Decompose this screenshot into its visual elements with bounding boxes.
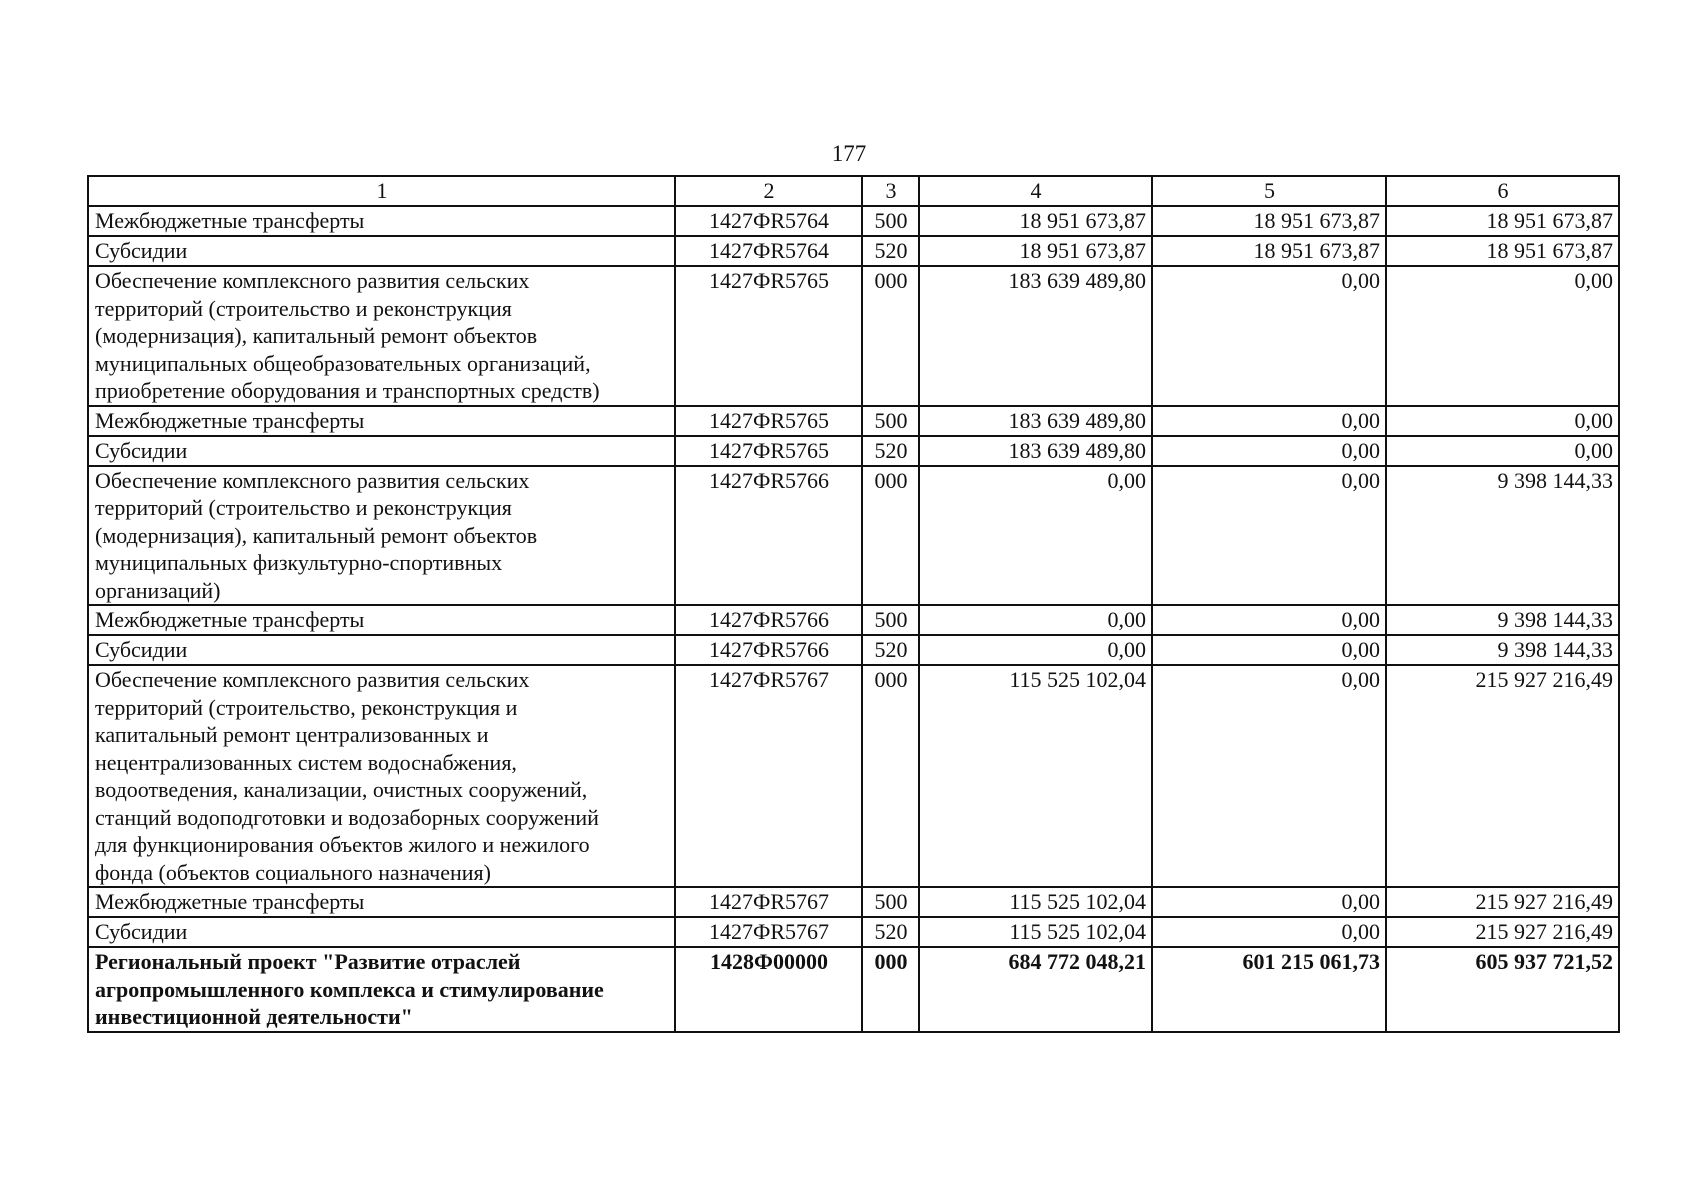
table-row: [88, 236, 1619, 266]
row-expense-type: 500: [862, 406, 919, 436]
row-expense-type: 000: [862, 947, 919, 1032]
row-value-5: 18 951 673,87: [1152, 206, 1386, 236]
header-cell-3: 3: [862, 176, 919, 206]
row-name: Субсидии: [88, 917, 675, 947]
row-name: Межбюджетные трансферты: [88, 206, 675, 236]
row-name-line: для функционирования объектов жилого и нежилого: [95, 832, 590, 857]
row-name-line: Обеспечение комплексного развития сельских: [95, 467, 530, 493]
row-name-line: приобретение оборудования и транспортных средств): [95, 378, 600, 403]
row-code: 1427ФR5765: [675, 436, 862, 466]
row-value-4: 0,00: [919, 466, 1152, 606]
table-row: [88, 466, 1619, 606]
header-cell-4: 4: [919, 176, 1152, 206]
row-code: 1427ФR5767: [675, 917, 862, 947]
row-name-line: территорий (строительство и реконструкция: [95, 495, 512, 520]
table-row: [88, 266, 1619, 406]
table-row: [88, 887, 1619, 917]
row-name-line: капитальный ремонт централизованных и: [95, 722, 489, 747]
row-value-6: 9 398 144,33: [1386, 605, 1619, 635]
header-cell-2: 2: [675, 176, 862, 206]
row-value-5: 0,00: [1152, 466, 1386, 606]
row-name: [88, 947, 675, 1032]
row-name: Субсидии: [88, 236, 675, 266]
row-name-line: территорий (строительство, реконструкция и: [95, 694, 518, 720]
row-expense-type: 520: [862, 436, 919, 466]
row-value-4: 115 525 102,04: [919, 917, 1152, 947]
row-code: 1427ФR5764: [675, 206, 862, 236]
row-name-line: Региональный проект "Развитие отраслей: [95, 949, 521, 974]
row-value-5: 0,00: [1152, 917, 1386, 947]
table-row: [88, 917, 1619, 947]
row-name-line: территорий (строительство и реконструкция: [95, 295, 512, 321]
row-name-line: станций водоподготовки и водозаборных сооружений: [95, 804, 599, 830]
row-expense-type: 520: [862, 236, 919, 266]
header-cell-1: 1: [88, 176, 675, 206]
row-value-4: 183 639 489,80: [919, 436, 1152, 466]
row-name-line: муниципальных физкультурно-спортивных: [95, 550, 503, 575]
row-value-5: 0,00: [1152, 605, 1386, 635]
row-expense-type: 000: [862, 466, 919, 606]
row-name-line: нецентрализованных систем водоснабжения,: [95, 749, 517, 775]
row-value-4: 684 772 048,21: [919, 947, 1152, 1032]
row-name-line: инвестиционной деятельности": [95, 1004, 413, 1029]
table-row: [88, 206, 1619, 236]
row-name: Межбюджетные трансферты: [88, 605, 675, 635]
row-expense-type: 500: [862, 206, 919, 236]
row-value-4: 18 951 673,87: [919, 206, 1152, 236]
row-name: Субсидии: [88, 436, 675, 466]
row-expense-type: 520: [862, 635, 919, 665]
row-name-line: Обеспечение комплексного развития сельских: [95, 268, 530, 293]
row-value-5: 0,00: [1152, 887, 1386, 917]
row-name: Межбюджетные трансферты: [88, 887, 675, 917]
row-value-6: 215 927 216,49: [1386, 887, 1619, 917]
table-row: [88, 635, 1619, 665]
page-number: 177: [831, 141, 867, 166]
row-code: 1428Ф00000: [675, 947, 862, 1032]
row-expense-type: 000: [862, 665, 919, 887]
table-row: [88, 605, 1619, 635]
header-cell-5: 5: [1152, 176, 1386, 206]
row-value-5: 0,00: [1152, 406, 1386, 436]
table-row: [88, 406, 1619, 436]
row-name-line: (модернизация), капитальный ремонт объектов: [95, 522, 538, 548]
row-name-line: Обеспечение комплексного развития сельских: [95, 667, 530, 692]
row-name-line: агропромышленного комплекса и стимулирование: [95, 976, 604, 1002]
row-code: 1427ФR5767: [675, 887, 862, 917]
row-value-4: 115 525 102,04: [919, 887, 1152, 917]
row-value-6: 0,00: [1386, 406, 1619, 436]
row-code: 1427ФR5765: [675, 266, 862, 406]
row-name: [88, 665, 675, 887]
row-value-5: 0,00: [1152, 635, 1386, 665]
row-value-6: 18 951 673,87: [1386, 206, 1619, 236]
row-expense-type: 520: [862, 917, 919, 947]
row-value-4: 0,00: [919, 605, 1152, 635]
row-value-6: 0,00: [1386, 266, 1619, 406]
row-value-4: 115 525 102,04: [919, 665, 1152, 887]
row-name-line: муниципальных общеобразовательных организаций,: [95, 350, 591, 376]
row-name-line: фонда (объектов социального назначения): [95, 859, 491, 885]
row-code: 1427ФR5764: [675, 236, 862, 266]
row-value-4: 0,00: [919, 635, 1152, 665]
row-value-4: 18 951 673,87: [919, 236, 1152, 266]
row-name-line: водоотведения, канализации, очистных сооружений,: [95, 777, 588, 802]
row-code: 1427ФR5766: [675, 635, 862, 665]
row-value-6: 0,00: [1386, 436, 1619, 466]
row-value-5: 18 951 673,87: [1152, 236, 1386, 266]
row-value-6: 18 951 673,87: [1386, 236, 1619, 266]
row-value-5: 0,00: [1152, 436, 1386, 466]
table-row: [88, 665, 1619, 887]
row-value-4: 183 639 489,80: [919, 266, 1152, 406]
row-expense-type: 000: [862, 266, 919, 406]
table-row-project-total: [88, 947, 1619, 1032]
row-name: Субсидии: [88, 635, 675, 665]
row-value-6: 9 398 144,33: [1386, 466, 1619, 606]
row-value-6: 215 927 216,49: [1386, 665, 1619, 887]
row-value-6: 605 937 721,52: [1386, 947, 1619, 1032]
row-code: 1427ФR5766: [675, 605, 862, 635]
row-code: 1427ФR5766: [675, 466, 862, 606]
row-value-5: 0,00: [1152, 266, 1386, 406]
row-code: 1427ФR5765: [675, 406, 862, 436]
row-name: [88, 466, 675, 606]
row-value-5: 0,00: [1152, 665, 1386, 887]
row-name: Межбюджетные трансферты: [88, 406, 675, 436]
row-value-6: 215 927 216,49: [1386, 917, 1619, 947]
row-value-5: 601 215 061,73: [1152, 947, 1386, 1032]
budget-table: [87, 175, 1620, 1033]
row-expense-type: 500: [862, 605, 919, 635]
row-value-6: 9 398 144,33: [1386, 635, 1619, 665]
row-name: [88, 266, 675, 406]
header-row: [88, 176, 1619, 206]
row-code: 1427ФR5767: [675, 665, 862, 887]
row-expense-type: 500: [862, 887, 919, 917]
row-name-line: (модернизация), капитальный ремонт объектов: [95, 323, 538, 348]
table-row: [88, 436, 1619, 466]
row-value-4: 183 639 489,80: [919, 406, 1152, 436]
row-name-line: организаций): [95, 577, 221, 603]
header-cell-6: 6: [1386, 176, 1619, 206]
